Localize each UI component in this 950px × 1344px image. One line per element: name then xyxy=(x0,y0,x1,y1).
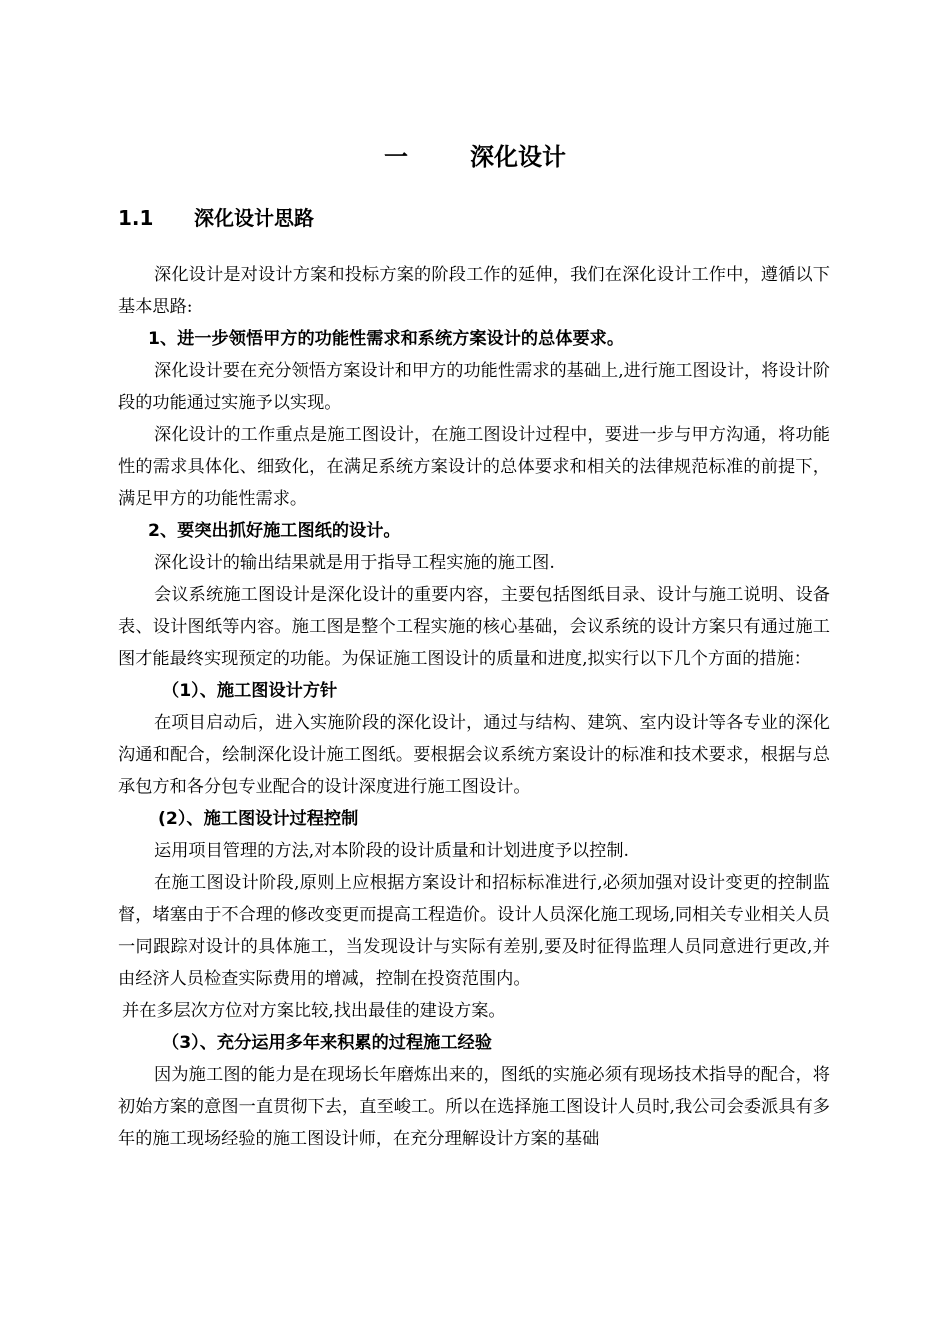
paragraph: 并在多层次方位对方案比较,找出最佳的建设方案。 xyxy=(122,1001,506,1021)
section-heading xyxy=(118,203,314,233)
paragraph: 深化设计的输出结果就是用于指导工程实施的施工图. xyxy=(154,553,555,573)
chapter-heading xyxy=(0,140,950,174)
section-title: 深化设计思路 xyxy=(194,206,314,230)
section-number: 1.1 xyxy=(118,206,154,230)
paragraph: 会议系统施工图设计是深化设计的重要内容，主要包括图纸目录、设计与施工说明、设备表、设计图纸等内容。施工图是整个工程实施的核心基础，会议系统的设计方案只有通过施工图才能最终实现预定的功能。为保证施工图设计的质量和进度,拟实行以下几个方面的措施： xyxy=(118,585,830,669)
paragraph-intro: 深化设计是对设计方案和投标方案的阶段工作的延伸，我们在深化设计工作中，遵循以下基本思路: xyxy=(118,265,830,317)
subheading-2: (2）、施工图设计过程控制 xyxy=(158,809,359,829)
heading-item-2: 2、要突出抓好施工图纸的设计。 xyxy=(148,521,401,541)
paragraph: 在项目启动后，进入实施阶段的深化设计，通过与结构、建筑、室内设计等各专业的深化沟通和配合，绘制深化设计施工图纸。要根据会议系统方案设计的标准和技术要求，根据与总承包方和各分包专业配合的设计深度进行施工图设计。 xyxy=(118,713,830,797)
paragraph: 深化设计要在充分领悟方案设计和甲方的功能性需求的基础上,进行施工图设计，将设计阶段的功能通过实施予以实现。 xyxy=(118,361,830,413)
paragraph: 深化设计的工作重点是施工图设计，在施工图设计过程中，要进一步与甲方沟通，将功能性的需求具体化、细致化，在满足系统方案设计的总体要求和相关的法律规范标准的前提下，满足甲方的功能性需求。 xyxy=(118,425,830,509)
paragraph: 在施工图设计阶段,原则上应根据方案设计和招标标准进行,必须加强对设计变更的控制监督，堵塞由于不合理的修改变更而提高工程造价。设计人员深化施工现场,同相关专业相关人员一同跟踪对设计的具体施工，当发现设计与实际有差别,要及时征得监理人员同意进行更改,并由经济人员检查实际费用的增减，控制在投资范围内。 xyxy=(118,873,830,989)
chapter-title: 深化设计 xyxy=(470,143,566,171)
heading-item-1: 1、进一步领悟甲方的功能性需求和系统方案设计的总体要求。 xyxy=(148,329,625,349)
chapter-number: 一 xyxy=(384,143,408,171)
subheading-3: （3）、充分运用多年来积累的过程施工经验 xyxy=(162,1033,492,1053)
paragraph: 运用项目管理的方法,对本阶段的设计质量和计划进度予以控制. xyxy=(154,841,629,861)
paragraph: 因为施工图的能力是在现场长年磨炼出来的，图纸的实施必须有现场技术指导的配合，将初始方案的意图一直贯彻下去，直至峻工。所以在选择施工图设计人员时,我公司会委派具有多年的施工现场经验的施工图设计师，在充分理解设计方案的基础 xyxy=(118,1065,830,1149)
subheading-1: （1）、施工图设计方针 xyxy=(162,681,338,701)
document-body xyxy=(118,259,830,1155)
